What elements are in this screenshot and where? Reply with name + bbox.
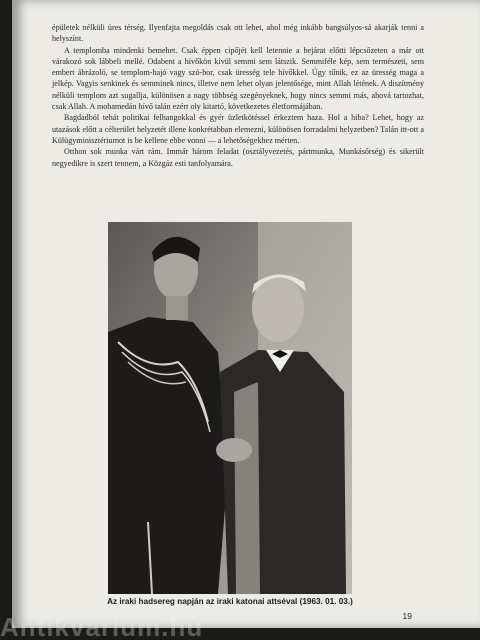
paragraph: A templomba mindenki bemehet. Csak éppen cipőjét kell letennie a bejárat előtti lépcsőzeten a már ott várakozó sok lábbeli mellé. Odabent a hívőkön kívül semmi sem látszik. Semmiféle kép, sem természeti, sem embert ábrázoló, se templom-hajó vagy szó-bor, csak üresség tele hívőkkel. Úgy tűnik, ez az üresség maga a jelkép. Vagyis senkinek és semminek nincs, illetve nem lehet olyan jelentősége, mint Allah létének. A diszítmény nélküli templom azt sugallja, különösen a nagy többség szegényeknek, hogy nincs semmi más, ahová tartozhat, csak Allah. A mohamedán hívő talán ezért oly kitartó, következetes életformájában. xyxy=(52,45,424,112)
photo-illustration xyxy=(108,222,352,594)
watermark: Antikvárium.hu xyxy=(0,612,204,640)
body-text xyxy=(52,22,424,169)
book-page xyxy=(12,0,480,628)
paragraph: Otthon sok munka várt rám. Immár három feladat (osztályvezetés, pártmunka, Munkásőrség) és sikerült negyedikre is szert tennem, a Közgáz esti tanfolyamára. xyxy=(52,147,424,168)
paragraph: Bagdadból tehát politikai felhangokkal és gyér üzletkötéssel érkeztem haza. Hol a hiba? Lehet, hogy az utazások előtt a célterület helyzetét illene konkrétabban elemezni, különösen forradalmi helyzetben? Talán itt-ott a Külügyminisztériumot is be kellene ebbe vonni — a lehetőségekhez mérten. xyxy=(52,113,424,145)
paragraph: épületek nélküli üres térség. Ilyenfajta megoldás csak ott lehet, ahol még inkább bangsúlyos-sá akarják tenni a helyszínt. xyxy=(52,23,424,44)
photo-caption: Az iraki hadsereg napján az iraki katonai attséval (1963. 01. 03.) xyxy=(107,597,353,606)
photograph xyxy=(108,222,352,594)
page-number: 19 xyxy=(402,611,412,621)
